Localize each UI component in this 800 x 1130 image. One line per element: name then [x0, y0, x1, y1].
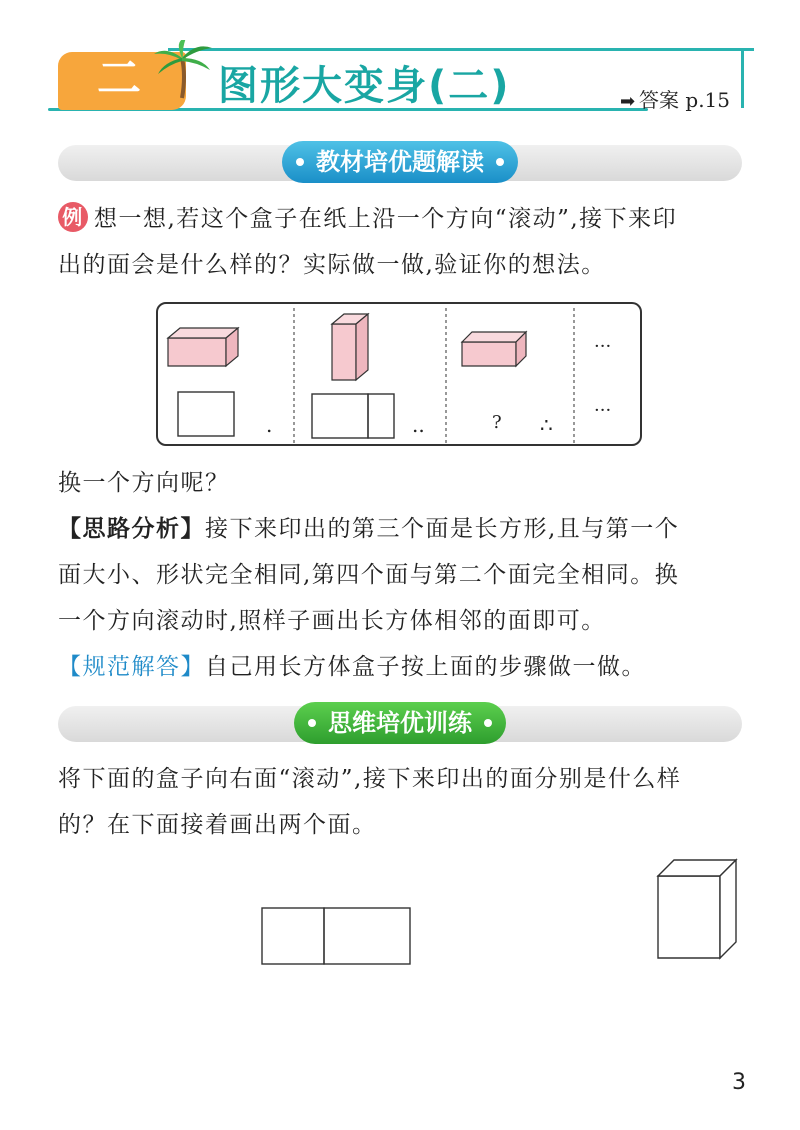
printed-face-2 — [324, 908, 410, 964]
analysis-text: 一个方向滚动时,照样子画出长方体相邻的面即可。 — [58, 608, 606, 634]
section-banner-label — [282, 141, 518, 183]
analysis-line — [58, 506, 748, 552]
box-lying-icon — [168, 328, 238, 366]
section-banner-training — [58, 706, 742, 742]
cube-box-icon — [658, 860, 736, 958]
answer-line — [58, 644, 748, 690]
banner-dot-icon — [296, 158, 304, 166]
box-standing-icon — [332, 314, 368, 380]
header-rule-top — [168, 48, 754, 51]
example-question — [58, 196, 748, 288]
box-lying-icon — [462, 332, 526, 366]
answer-reference — [620, 88, 730, 114]
page-title: 图形大变身(二) — [218, 63, 511, 109]
ellipsis-mark: ··· — [594, 336, 612, 357]
rolling-box-figure — [156, 302, 642, 446]
banner-dot-icon — [308, 719, 316, 727]
banner-dot-icon — [484, 719, 492, 727]
followup-question: 换一个方向呢？ — [58, 470, 230, 496]
example-question-line — [58, 196, 748, 242]
rolling-box-diagram — [158, 304, 644, 448]
printed-face-1 — [262, 908, 324, 964]
printed-face-2 — [368, 394, 394, 438]
analysis-label: 【思路分析】 — [58, 516, 205, 542]
exercise-drawing — [250, 850, 760, 980]
exercise-question — [58, 756, 748, 848]
section-number: 二 — [97, 53, 141, 104]
lesson-header — [48, 40, 752, 120]
question-text: 出的面会是什么样的？实际做一做,验证你的想法。 — [58, 252, 606, 278]
ellipsis-mark: ∴ — [540, 413, 553, 437]
exercise-text: 的？在下面接着画出两个面。 — [58, 812, 377, 838]
example-mark-icon: 例 — [58, 202, 88, 232]
printed-face-1 — [178, 392, 234, 436]
palm-tree-icon — [152, 40, 216, 100]
section-banner-label — [294, 702, 506, 744]
answer-text: 自己用长方体盒子按上面的步骤做一做。 — [205, 654, 646, 680]
banner-dot-icon — [496, 158, 504, 166]
printed-face-1 — [312, 394, 368, 438]
arrow-right-icon: ➡ — [619, 91, 636, 112]
ellipsis-mark: ··· — [594, 400, 612, 421]
answer-reference-text: 答案 p.15 — [639, 88, 730, 112]
question-text: 想一想,若这个盒子在纸上沿一个方向“滚动”,接下来印 — [94, 206, 678, 232]
answer-label: 【规范解答】 — [58, 654, 205, 680]
question-mark: ? — [492, 412, 502, 433]
analysis-block — [58, 460, 748, 690]
header-rule-right — [741, 50, 744, 108]
ellipsis-mark: .. — [412, 413, 425, 437]
ellipsis-mark: . — [266, 413, 273, 437]
analysis-text: 面大小、形状完全相同,第四个面与第二个面完全相同。换 — [58, 562, 680, 588]
page-number: 3 — [732, 1070, 746, 1095]
analysis-text: 接下来印出的第三个面是长方形,且与第一个 — [205, 516, 680, 542]
section-banner-text: 思维培优训练 — [328, 709, 472, 737]
section-banner-text: 教材培优题解读 — [316, 148, 484, 176]
section-banner-textbook — [58, 145, 742, 181]
exercise-text: 将下面的盒子向右面“滚动”,接下来印出的面分别是什么样 — [58, 766, 682, 792]
